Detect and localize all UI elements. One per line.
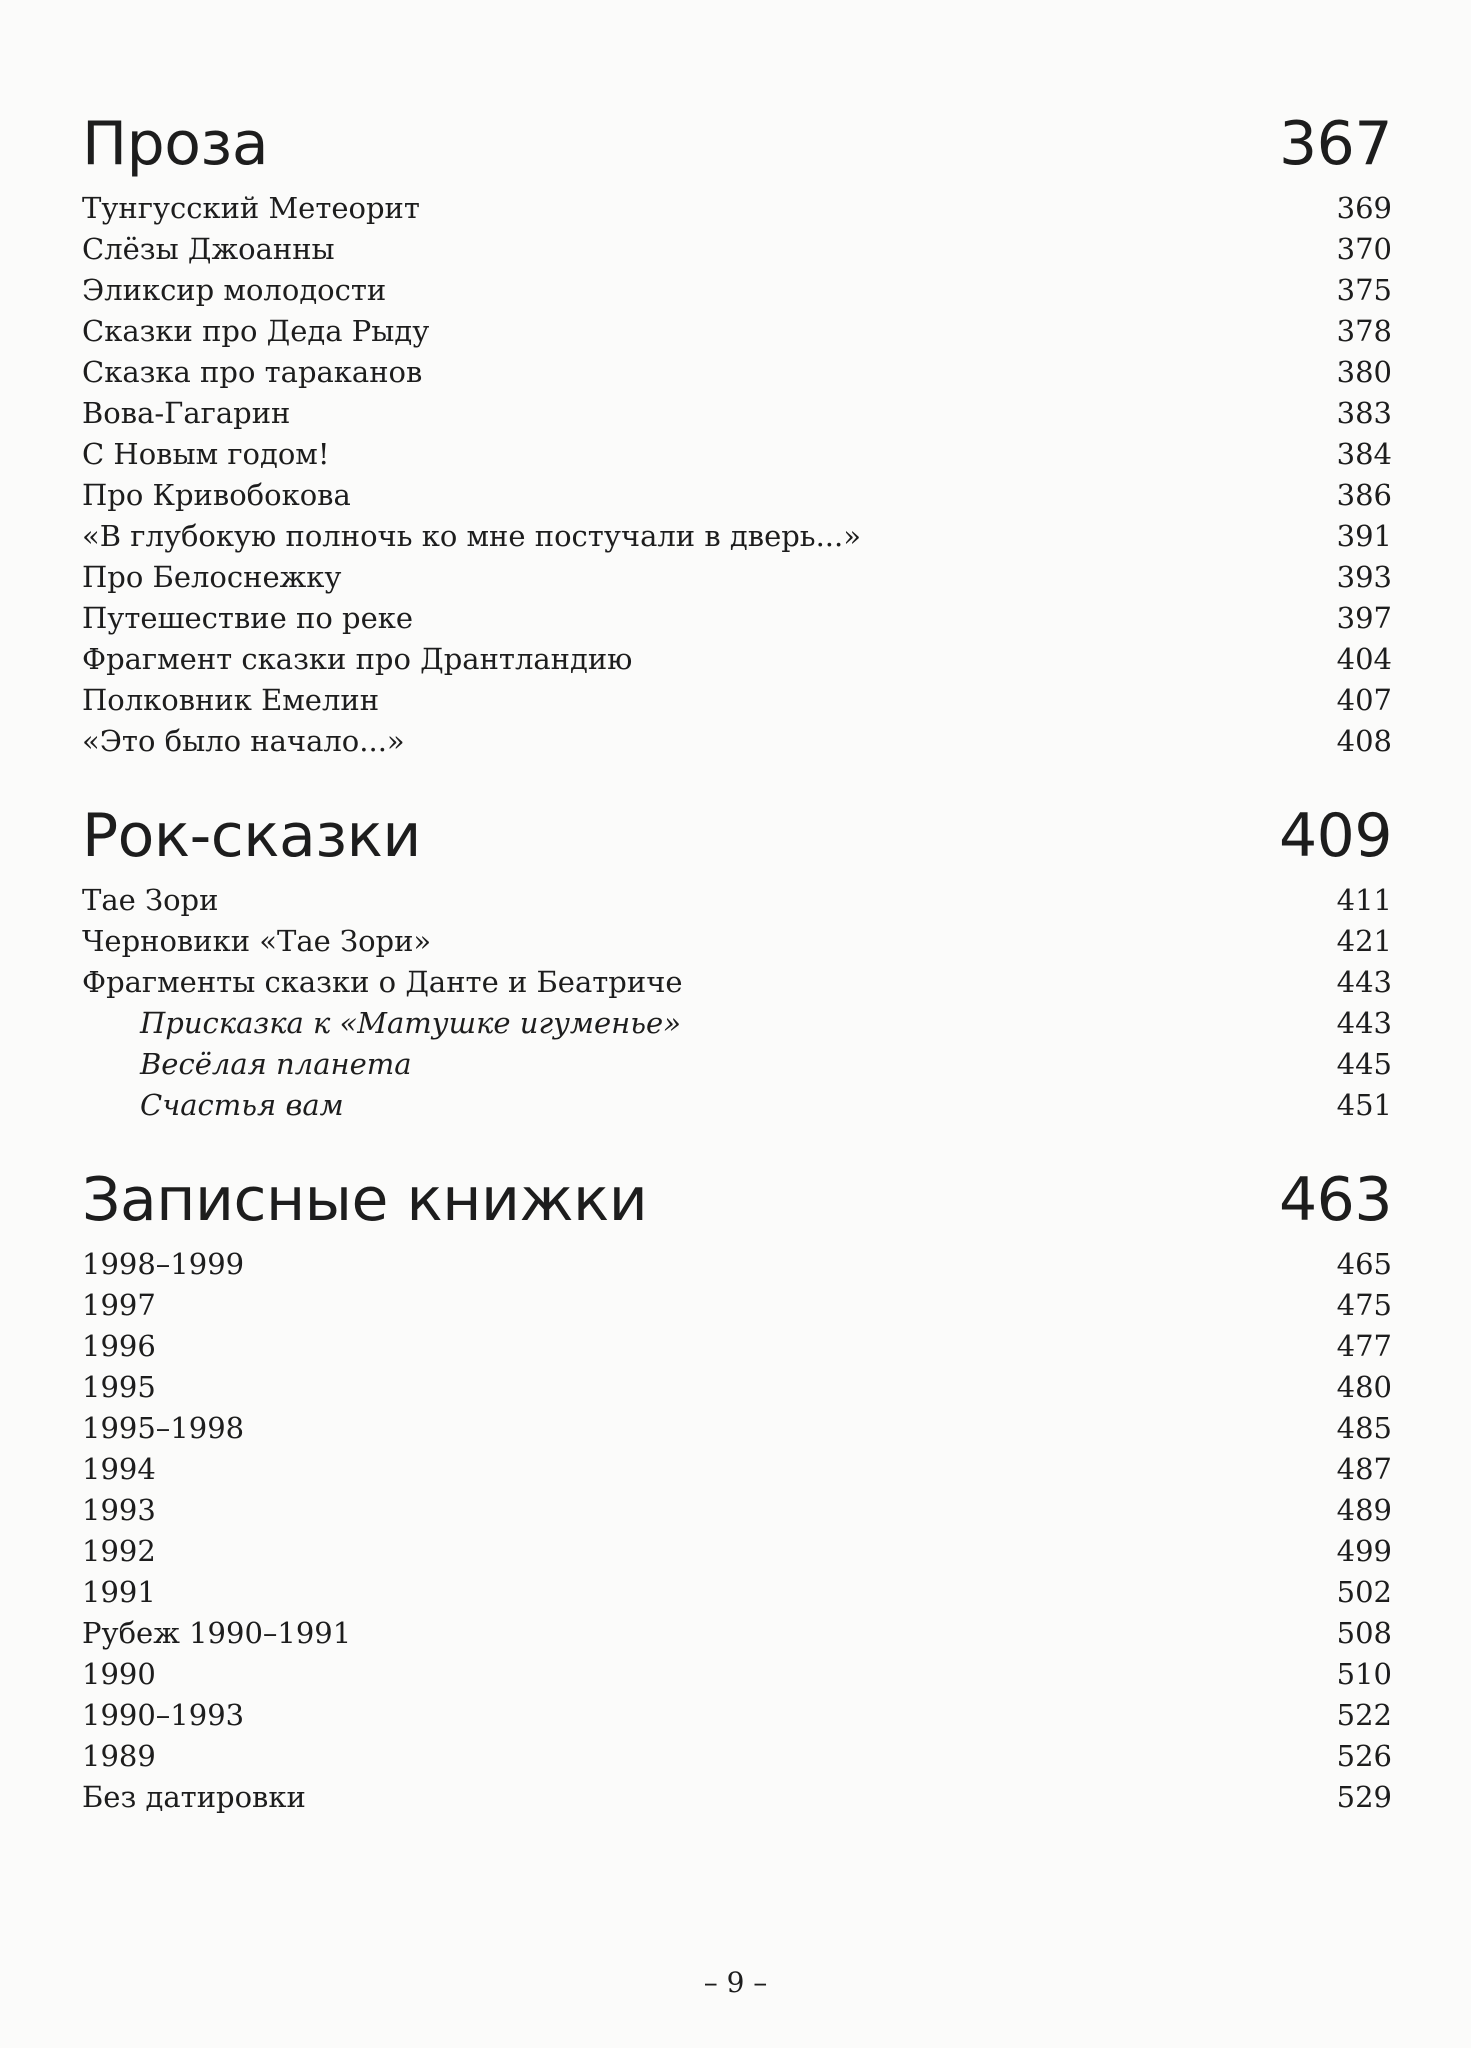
- section-heading: [82, 1162, 1392, 1238]
- toc-entry: [82, 1613, 1392, 1654]
- section-page-number: 463: [1278, 1165, 1392, 1235]
- entry-title: Полковник Емелин: [82, 683, 380, 717]
- toc-entry: [82, 311, 1392, 352]
- entry-title: 1989: [82, 1739, 156, 1773]
- entry-page-number: 477: [1336, 1329, 1392, 1363]
- entry-page-number: 378: [1336, 314, 1392, 348]
- entry-page-number: 408: [1336, 724, 1392, 758]
- entry-page-number: 480: [1336, 1370, 1392, 1404]
- toc-entry: [82, 557, 1392, 598]
- toc-section-prose: [82, 106, 1392, 762]
- entry-page-number: 375: [1336, 273, 1392, 307]
- page-number: – 9 –: [703, 1966, 768, 1999]
- entry-title: Счастья вам: [140, 1088, 344, 1122]
- entry-title: 1991: [82, 1575, 156, 1609]
- toc-subentry: [82, 1003, 1392, 1044]
- entry-title: С Новым годом!: [82, 437, 330, 471]
- toc-entry: [82, 1736, 1392, 1777]
- toc-entry: [82, 1244, 1392, 1285]
- toc-entry: [82, 598, 1392, 639]
- entry-page-number: 386: [1336, 478, 1392, 512]
- toc-entry: [82, 639, 1392, 680]
- entry-title: 1998–1999: [82, 1247, 245, 1281]
- toc-entry: [82, 680, 1392, 721]
- toc-entry: [82, 721, 1392, 762]
- toc-entry: [82, 962, 1392, 1003]
- entry-page-number: 404: [1336, 642, 1392, 676]
- toc-entry: [82, 1367, 1392, 1408]
- entry-title: «Это было начало...»: [82, 724, 405, 758]
- toc-entry: [82, 434, 1392, 475]
- entry-page-number: 485: [1336, 1411, 1392, 1445]
- entry-title: Путешествие по реке: [82, 601, 414, 635]
- entry-page-number: 475: [1336, 1288, 1392, 1322]
- entry-title: Про Кривобокова: [82, 478, 351, 512]
- entry-title: 1996: [82, 1329, 156, 1363]
- toc-entry: [82, 352, 1392, 393]
- entry-page-number: 383: [1336, 396, 1392, 430]
- toc-entry: [82, 270, 1392, 311]
- table-of-contents: [82, 106, 1392, 1818]
- toc-entry: [82, 1490, 1392, 1531]
- toc-entry: [82, 516, 1392, 557]
- toc-entry: [82, 188, 1392, 229]
- toc-entry: [82, 393, 1392, 434]
- entry-page-number: 526: [1336, 1739, 1392, 1773]
- toc-subentry: [82, 1085, 1392, 1126]
- entry-page-number: 369: [1336, 191, 1392, 225]
- entry-page-number: 522: [1336, 1698, 1392, 1732]
- entry-page-number: 421: [1336, 924, 1392, 958]
- entry-page-number: 443: [1336, 1006, 1392, 1040]
- toc-entry: [82, 921, 1392, 962]
- toc-entry: [82, 1654, 1392, 1695]
- toc-section-notebooks: [82, 1162, 1392, 1818]
- entry-title: Весёлая планета: [140, 1047, 412, 1081]
- entry-page-number: 465: [1336, 1247, 1392, 1281]
- entry-page-number: 489: [1336, 1493, 1392, 1527]
- entry-title: Без датировки: [82, 1780, 306, 1814]
- entry-page-number: 411: [1336, 883, 1392, 917]
- entry-page-number: 443: [1336, 965, 1392, 999]
- entry-page-number: 445: [1336, 1047, 1392, 1081]
- entry-page-number: 529: [1336, 1780, 1392, 1814]
- section-title: Проза: [82, 109, 269, 179]
- section-heading: [82, 798, 1392, 874]
- toc-entry: [82, 1777, 1392, 1818]
- toc-section-rock-tales: [82, 798, 1392, 1126]
- entry-title: 1995–1998: [82, 1411, 245, 1445]
- toc-entry: [82, 880, 1392, 921]
- entry-title: Тае Зори: [82, 883, 219, 917]
- entry-page-number: 370: [1336, 232, 1392, 266]
- entry-page-number: 487: [1336, 1452, 1392, 1486]
- entry-title: Вова-Гагарин: [82, 396, 291, 430]
- entry-title: 1990: [82, 1657, 156, 1691]
- toc-entry: [82, 1408, 1392, 1449]
- section-heading: [82, 106, 1392, 182]
- entry-title: Слёзы Джоанны: [82, 232, 335, 266]
- entry-title: Черновики «Тае Зори»: [82, 924, 432, 958]
- entry-page-number: 499: [1336, 1534, 1392, 1568]
- entry-page-number: 510: [1336, 1657, 1392, 1691]
- entry-title: 1994: [82, 1452, 156, 1486]
- entry-title: Фрагмент сказки про Дрантландию: [82, 642, 633, 676]
- entry-title: Фрагменты сказки о Данте и Беатриче: [82, 965, 683, 999]
- entry-title: Про Белоснежку: [82, 560, 342, 594]
- toc-entry: [82, 1572, 1392, 1613]
- toc-entry: [82, 1449, 1392, 1490]
- entry-page-number: 502: [1336, 1575, 1392, 1609]
- entry-title: 1993: [82, 1493, 156, 1527]
- section-title: Рок-сказки: [82, 801, 421, 871]
- entry-title: 1997: [82, 1288, 156, 1322]
- entry-page-number: 393: [1336, 560, 1392, 594]
- toc-entry: [82, 1695, 1392, 1736]
- entry-page-number: 384: [1336, 437, 1392, 471]
- entry-title: 1995: [82, 1370, 156, 1404]
- entry-title: Рубеж 1990–1991: [82, 1616, 352, 1650]
- section-page-number: 367: [1278, 109, 1392, 179]
- toc-entry: [82, 475, 1392, 516]
- section-title: Записные книжки: [82, 1165, 648, 1235]
- entry-page-number: 508: [1336, 1616, 1392, 1650]
- entry-title: «В глубокую полночь ко мне постучали в дверь...»: [82, 519, 861, 553]
- entry-page-number: 451: [1336, 1088, 1392, 1122]
- toc-entry: [82, 1531, 1392, 1572]
- entry-title: Эликсир молодости: [82, 273, 387, 307]
- entry-page-number: 397: [1336, 601, 1392, 635]
- entry-title: Сказки про Деда Рыду: [82, 314, 430, 348]
- toc-entry: [82, 1285, 1392, 1326]
- toc-entry: [82, 1326, 1392, 1367]
- toc-subentry: [82, 1044, 1392, 1085]
- entry-title: Сказка про тараканов: [82, 355, 423, 389]
- entry-title: Присказка к «Матушке игуменье»: [140, 1006, 681, 1040]
- entry-title: 1990–1993: [82, 1698, 245, 1732]
- entry-page-number: 407: [1336, 683, 1392, 717]
- entry-page-number: 380: [1336, 355, 1392, 389]
- section-page-number: 409: [1278, 801, 1392, 871]
- entry-title: 1992: [82, 1534, 156, 1568]
- entry-title: Тунгусский Метеорит: [82, 191, 420, 225]
- toc-entry: [82, 229, 1392, 270]
- entry-page-number: 391: [1336, 519, 1392, 553]
